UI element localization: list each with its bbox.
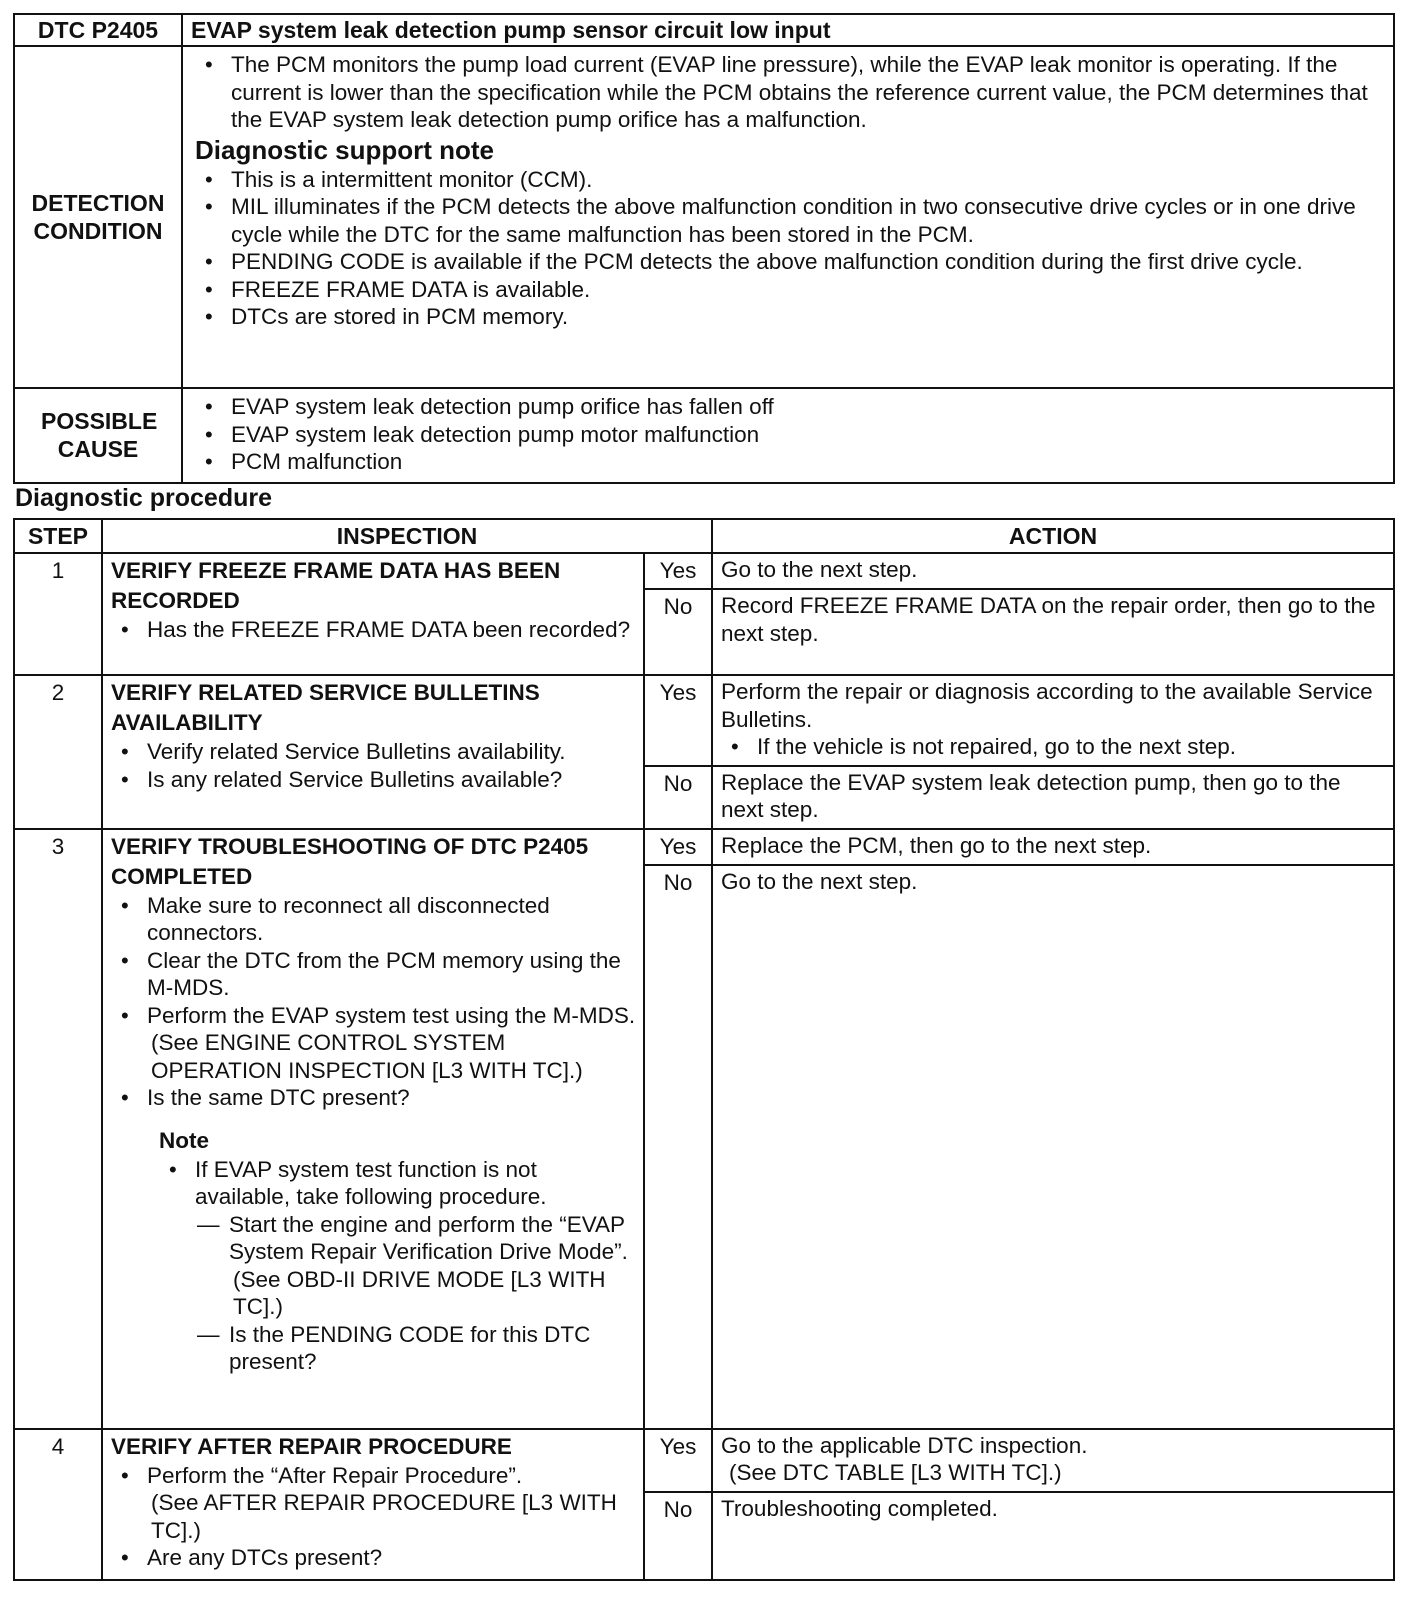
step-title: VERIFY FREEZE FRAME DATA HAS BEEN RECORDED — [111, 558, 561, 613]
column-header-action: ACTION — [712, 519, 1394, 553]
step-title: VERIFY TROUBLESHOOTING OF DTC P2405 COMPLETED — [111, 833, 589, 889]
step-number: 1 — [14, 553, 102, 675]
no-label: No — [644, 1492, 712, 1580]
list-item: • Has the FREEZE FRAME DATA been recorded? — [111, 616, 637, 644]
step-items — [111, 892, 637, 1112]
list-item — [111, 1002, 637, 1085]
yes-label: Yes — [644, 1429, 712, 1492]
detection-condition-cell — [182, 46, 1394, 388]
possible-cause-list — [195, 393, 1385, 476]
section-title: Diagnostic procedure — [15, 484, 272, 512]
list-item-text: Perform the “After Repair Procedure”. — [147, 1462, 523, 1488]
no-action: Record FREEZE FRAME DATA on the repair order, then go to the next step. — [712, 589, 1394, 675]
table-row — [14, 675, 1394, 766]
no-label: No — [644, 766, 712, 829]
yes-label: Yes — [644, 829, 712, 865]
list-item: • Is the same DTC present? — [111, 1084, 637, 1112]
list-item: • If the vehicle is not repaired, go to the next step. — [721, 733, 1387, 761]
step-title: VERIFY RELATED SERVICE BULLETINS AVAILABILITY — [111, 680, 540, 735]
note-dash-list — [159, 1211, 637, 1376]
reference-text: (See AFTER REPAIR PROCEDURE [L3 WITH TC].) — [151, 1490, 617, 1543]
list-item: • Is any related Service Bulletins available? — [111, 766, 637, 794]
possible-cause-text: POSSIBLE CAUSE — [41, 408, 158, 463]
step-items — [111, 616, 637, 644]
yes-label: Yes — [644, 553, 712, 589]
yes-label: Yes — [644, 675, 712, 766]
reference-text: (See DTC TABLE [L3 WITH TC].) — [729, 1460, 1062, 1485]
detection-condition-text: DETECTION CONDITION — [31, 190, 165, 244]
list-item: • The PCM monitors the pump load current (EVAP line pressure), while the EVAP leak monitor is operating. If the current is lower than the specification while the PCM obtains the reference current value, the PCM determines that the EVAP system leak detection pump orifice has a malfunction. — [195, 51, 1385, 134]
list-item: • Clear the DTC from the PCM memory using the M-MDS. — [111, 947, 637, 1002]
list-item: • EVAP system leak detection pump motor malfunction — [195, 421, 1385, 449]
list-item: • If EVAP system test function is not available, take following procedure. — [159, 1156, 637, 1211]
step-number: 2 — [14, 675, 102, 829]
diagnostic-procedure-table — [13, 518, 1395, 1581]
yes-action-items — [721, 733, 1387, 761]
table-row — [14, 1429, 1394, 1492]
column-header-inspection: INSPECTION — [102, 519, 712, 553]
no-label: No — [644, 589, 712, 675]
possible-cause-cell — [182, 388, 1394, 483]
step-inspection — [102, 675, 644, 829]
possible-cause-label — [14, 388, 182, 483]
dtc-info-table — [13, 13, 1395, 484]
list-item: • Are any DTCs present? — [111, 1544, 637, 1572]
step-inspection — [102, 829, 644, 1429]
table-row — [14, 829, 1394, 865]
column-header-step: STEP — [14, 519, 102, 553]
step-items — [111, 738, 637, 793]
step-inspection — [102, 1429, 644, 1580]
dash-item-text: Start the engine and perform the “EVAP System Repair Verification Drive Mode”. — [229, 1211, 628, 1264]
list-item: • PCM malfunction — [195, 448, 1385, 476]
yes-action: Go to the next step. — [712, 553, 1394, 589]
note-block — [111, 1126, 637, 1376]
list-item: • Verify related Service Bulletins availability. — [111, 738, 637, 766]
yes-action: Go to the applicable DTC inspection. — [721, 1432, 1088, 1458]
detection-list — [195, 51, 1385, 134]
list-item: • FREEZE FRAME DATA is available. — [195, 276, 1385, 304]
step-number: 4 — [14, 1429, 102, 1580]
yes-action-cell — [712, 1429, 1394, 1492]
no-action: Replace the EVAP system leak detection pump, then go to the next step. — [712, 766, 1394, 829]
list-item: • DTCs are stored in PCM memory. — [195, 303, 1385, 331]
reference-text: (See ENGINE CONTROL SYSTEM OPERATION INSPECTION [L3 WITH TC].) — [151, 1030, 583, 1083]
list-item: • PENDING CODE is available if the PCM detects the above malfunction condition during the first drive cycle. — [195, 248, 1385, 276]
table-row — [14, 553, 1394, 589]
yes-action: Perform the repair or diagnosis according to the available Service Bulletins. — [721, 679, 1373, 732]
list-item-text: Perform the EVAP system test using the M-MDS. — [147, 1002, 636, 1028]
dtc-title: EVAP system leak detection pump sensor circuit low input — [182, 14, 1394, 46]
note-list — [159, 1156, 637, 1211]
yes-action-cell — [712, 675, 1394, 766]
list-item: • Make sure to reconnect all disconnected connectors. — [111, 892, 637, 947]
step-number: 3 — [14, 829, 102, 1429]
no-action: Troubleshooting completed. — [712, 1492, 1394, 1580]
step-items — [111, 1462, 637, 1572]
support-note-heading: Diagnostic support note — [195, 134, 494, 165]
list-item: • MIL illuminates if the PCM detects the above malfunction condition in two consecutive drive cycles or in one drive cycle while the DTC for the same malfunction has been stored in the PCM. — [195, 193, 1385, 248]
yes-action: Replace the PCM, then go to the next step. — [712, 829, 1394, 865]
list-item: • This is a intermittent monitor (CCM). — [195, 166, 1385, 194]
note-title: Note — [159, 1127, 209, 1153]
list-item — [111, 1462, 637, 1545]
dash-item — [195, 1211, 637, 1321]
step-title: VERIFY AFTER REPAIR PROCEDURE — [111, 1433, 512, 1459]
dash-item: — Is the PENDING CODE for this DTC present? — [195, 1321, 637, 1376]
no-action: Go to the next step. — [712, 865, 1394, 1429]
detection-condition-label — [14, 46, 182, 388]
reference-text: (See OBD-II DRIVE MODE [L3 WITH TC].) — [233, 1266, 606, 1319]
step-inspection — [102, 553, 644, 675]
no-label: No — [644, 865, 712, 1429]
support-note-list — [195, 166, 1385, 331]
dtc-code: DTC P2405 — [14, 14, 182, 46]
list-item: • EVAP system leak detection pump orifice has fallen off — [195, 393, 1385, 421]
